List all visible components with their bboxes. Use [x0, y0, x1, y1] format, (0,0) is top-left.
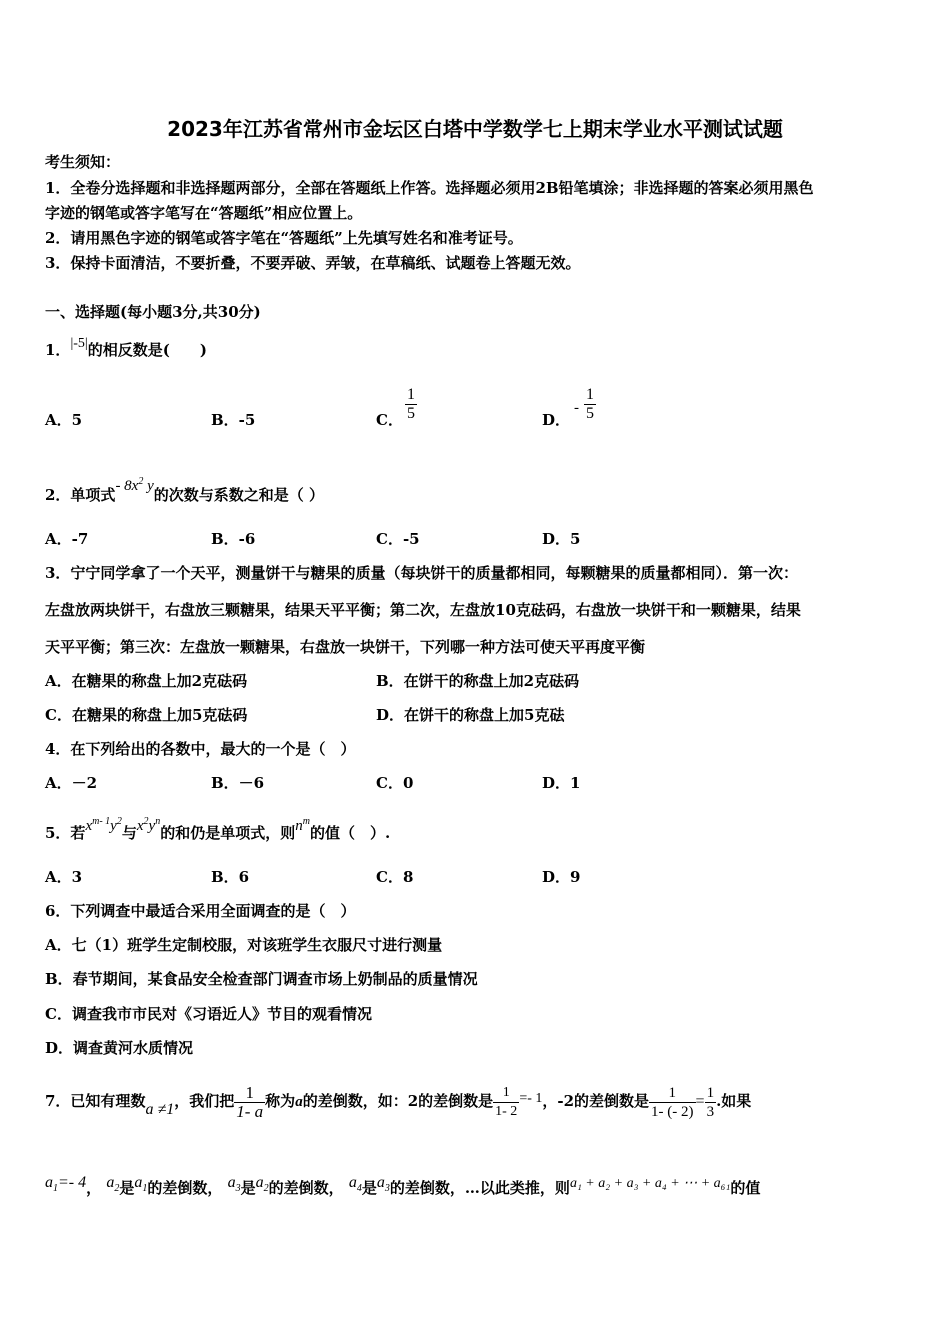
- option-d: D．在饼干的称盘上加5克砝: [376, 706, 565, 724]
- sequence-term: $a_2$: [106, 1174, 120, 1195]
- option-b: B．－6: [211, 774, 265, 792]
- sum-expression: a₁ + a₂ + a₃ + a₄ + ⋯ + a₆₁: [569, 1176, 731, 1191]
- question-2: 2．单项式- $8x^2$ y的次数与系数之和是（ ）: [45, 476, 324, 504]
- question-3-line: 3．宁宁同学拿了一个天平，测量饼干与糖果的质量（每块饼干的质量都相同，每颗糖果的质量都相同）．第一次：: [45, 564, 798, 582]
- abs-expression: |-5|: [70, 336, 88, 351]
- question-3-line: 天平平衡；第三次：左盘放一颗糖果，右盘放一块饼干，下列哪一种方法可使天平再度平衡: [45, 638, 646, 656]
- option-a: A．3: [45, 868, 83, 886]
- option-c: C．0: [376, 774, 414, 792]
- sequence-term: $a_3$: [227, 1174, 241, 1195]
- sequence-term: $a_1$: [134, 1174, 148, 1195]
- option-c: C．8: [376, 868, 414, 886]
- question-6: 6．下列调查中最适合采用全面调查的是（ ）: [45, 902, 356, 920]
- sequence-term: $a_2$: [255, 1174, 269, 1195]
- option-b: B．-5: [211, 411, 256, 429]
- option-a: A．5: [45, 411, 83, 429]
- option-d: D．5: [542, 530, 581, 548]
- notice-item: 字迹的钢笔或答字笔写在“答题纸”相应位置上。: [45, 204, 363, 222]
- option-b: B．6: [211, 868, 250, 886]
- option-b: B．在饼干的称盘上加2克砝码: [376, 672, 580, 690]
- fraction-reciprocal-difference: $\frac{1}{1- a}$: [236, 1082, 264, 1121]
- power-expression: $n^m$: [295, 816, 310, 834]
- fraction-example-1: $\frac{1}{1- 2}$: [495, 1084, 518, 1119]
- option-c: C．-5: [376, 530, 420, 548]
- monomial-expression: - $8x^2$ y: [115, 476, 154, 494]
- option-a: A．－2: [45, 774, 98, 792]
- question-7-line-2: $a_1=-$ 4， $a_2$是$a_1$的差倒数， $a_3$是$a_2$的差倒数， $a_4$是$a_3$的差倒数，…以此类推，则a₁ + a₂ + a₃ + a₄ + ⋯ + a₆₁的值: [45, 1174, 761, 1197]
- option-d: D．: [542, 411, 571, 429]
- option-a: A．-7: [45, 530, 89, 548]
- notice-item: 3．保持卡面清洁，不要折叠，不要弄破、弄皱，在草稿纸、试题卷上答题无效。: [45, 254, 581, 272]
- question-5: 5．若$x^{m- 1}y^2$与$x^2y^n$的和仍是单项式，则$n^m$的值（ ）.: [45, 816, 391, 842]
- question-number: 1．: [45, 341, 71, 359]
- monomial-2: $x^2y^n$: [136, 816, 161, 834]
- section-heading: 一、选择题(每小题3分,共30分): [45, 303, 261, 321]
- option-c: C．: [376, 411, 403, 429]
- fraction-example-2-result: $\frac{1}{3}$: [706, 1084, 715, 1120]
- option-b: B．春节期间，某食品安全检查部门调查市场上奶制品的质量情况: [45, 970, 478, 988]
- sequence-term: $a_3$: [376, 1174, 390, 1195]
- option-d: D．1: [542, 774, 581, 792]
- notice-heading: 考生须知：: [45, 153, 121, 171]
- monomial-1: $x^{m- 1}y^2$: [85, 816, 122, 834]
- fraction-example-2: $\frac{1}{1- (- 2)}$: [651, 1084, 694, 1120]
- option-d: D．调查黄河水质情况: [45, 1039, 194, 1057]
- question-1: [45, 336, 207, 362]
- sequence-term: $a_4$: [348, 1174, 362, 1195]
- question-7-line-1: 7．已知有理数a ≠1，我们把 $\frac{1}{1- a}$ 称为a的差倒数，如：2的差倒数是 $\frac{1}{1- 2}$ =- 1，-2的差倒数是 $\frac{1}{1- (- 2)}$ = $\frac{1}{3}$ .如果: [45, 1082, 752, 1121]
- sequence-term: $a_1=-$ 4: [45, 1174, 87, 1195]
- option-d: D．9: [542, 868, 581, 886]
- option-a: A．七（1）班学生定制校服，对该班学生衣服尺寸进行测量: [45, 936, 443, 954]
- notice-item: 1．全卷分选择题和非选择题两部分，全部在答题纸上作答。选择题必须用2B铅笔填涂；非选择题的答案必须用黑色: [45, 179, 814, 197]
- option-b: B．-6: [211, 530, 256, 548]
- minus-sign: -: [574, 400, 579, 416]
- option-c: C．在糖果的称盘上加5克砝码: [45, 706, 248, 724]
- option-c: C．调查我市市民对《习语近人》节目的观看情况: [45, 1005, 372, 1023]
- fraction-c: $\frac{1}{5}$: [407, 386, 415, 422]
- condition-expression: a ≠1: [145, 1101, 175, 1118]
- question-3-line: 左盘放两块饼干，右盘放三颗糖果，结果天平平衡；第二次，左盘放10克砝码，右盘放一块饼干和一颗糖果，结果: [45, 601, 801, 619]
- question-text: 的相反数是( ): [87, 341, 207, 359]
- page-title: 2023年江苏省常州市金坛区白塔中学数学七上期末学业水平测试试题: [167, 117, 783, 141]
- question-4: 4．在下列给出的各数中，最大的一个是（ ）: [45, 740, 356, 758]
- notice-item: 2．请用黑色字迹的钢笔或答字笔在“答题纸”上先填写姓名和准考证号。: [45, 229, 523, 247]
- option-a: A．在糖果的称盘上加2克砝码: [45, 672, 248, 690]
- fraction-d: $\frac{1}{5}$: [586, 386, 594, 422]
